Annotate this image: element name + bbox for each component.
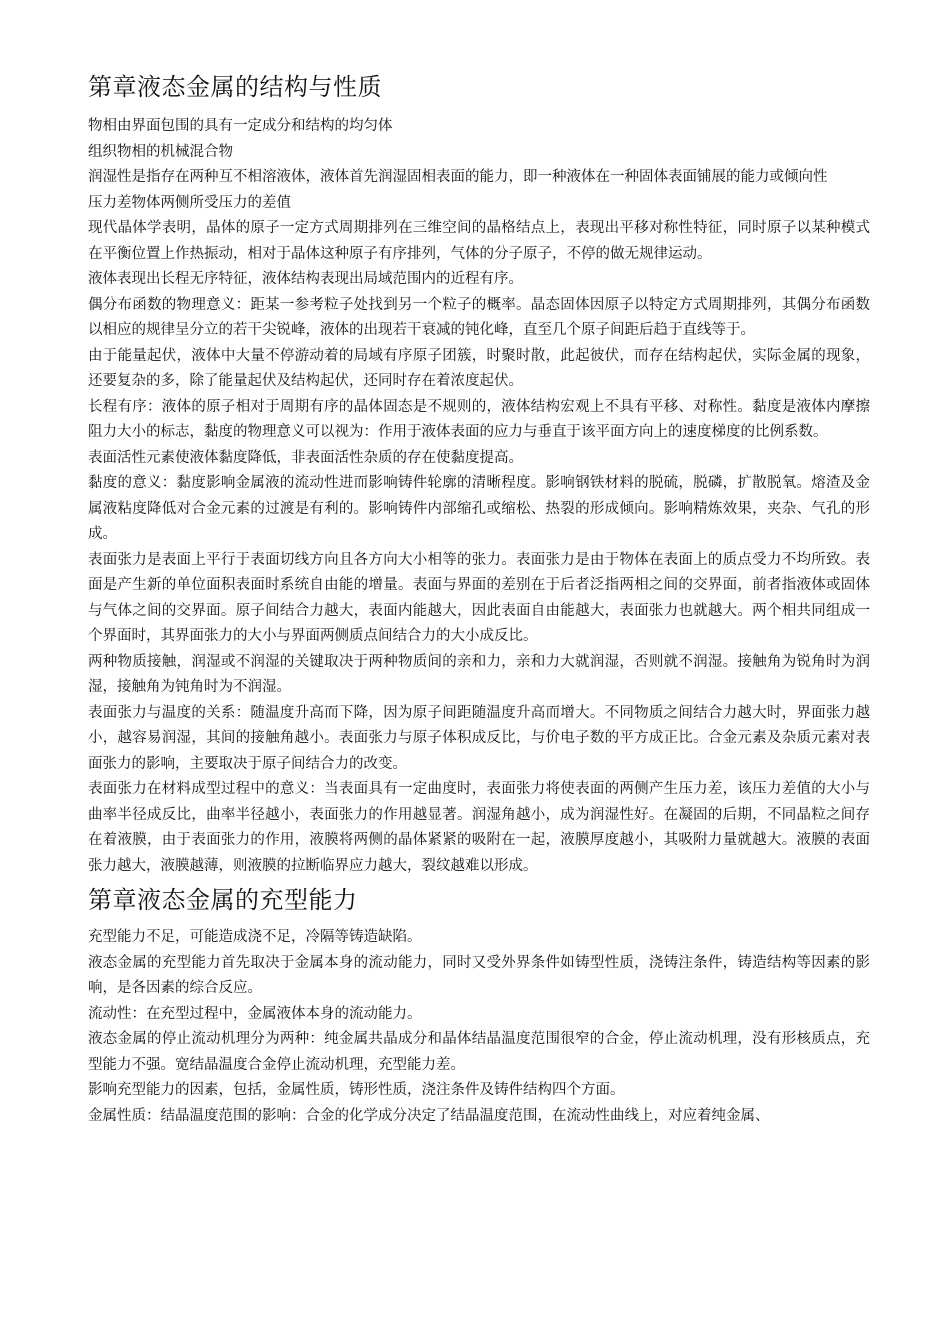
paragraph: 表面张力是表面上平行于表面切线方向且各方向大小相等的张力。表面张力是由于物体在表面上的质点受力不均所致。表面是产生新的单位面积表面时系统自由能的增量。表面与界面的差别在于后者泛指两相之间的交界面，前者指液体或固体与气体之间的交界面。原子间结合力越大，表面内能越大，因此表面自由能越大，表面张力也就越大。两个相共同组成一个界面时，其界面张力的大小与界面两侧质点间结合力的大小成反比。 bbox=[88, 551, 870, 644]
paragraph: 组织物相的机械混合物 bbox=[88, 143, 233, 160]
paragraph: 充型能力不足，可能造成浇不足，冷隔等铸造缺陷。 bbox=[88, 929, 422, 945]
paragraph: 表面活性元素使液体黏度降低，非表面活性杂质的存在使黏度提高。 bbox=[88, 449, 523, 466]
paragraph: 压力差物体两侧所受压力的差值 bbox=[88, 194, 291, 211]
paragraph: 由于能量起伏，液体中大量不停游动着的局域有序原子团簇，时聚时散，此起彼伏，而存在结构起伏，实际金属的现象，还要复杂的多，除了能量起伏及结构起伏，还同时存在着浓度起伏。 bbox=[88, 347, 870, 389]
paragraph: 金属性质：结晶温度范围的影响：合金的化学成分决定了结晶温度范围，在流动性曲线上，对应着纯金属、 bbox=[88, 1107, 770, 1124]
paragraph: 润湿性是指存在两种互不相溶液体，液体首先润湿固相表面的能力，即一种液体在一种固体表面铺展的能力或倾向性 bbox=[88, 169, 828, 185]
paragraph: 两种物质接触，润湿或不润湿的关键取决于两种物质间的亲和力，亲和力大就润湿，否则就不润湿。接触角为锐角时为润湿，接触角为钝角时为不润湿。 bbox=[88, 653, 870, 695]
paragraph: 长程有序：液体的原子相对于周期有序的晶体固态是不规则的，液体结构宏观上不具有平移、对称性。黏度是液体内摩擦阻力大小的标志，黏度的物理意义可以视为：作用于液体表面的应力与垂直于该平面方向上的速度梯度的比例系数。 bbox=[88, 398, 870, 440]
paragraph: 表面张力在材料成型过程中的意义：当表面具有一定曲度时，表面张力将使表面的两侧产生压力差，该压力差值的大小与曲率半径成反比，曲率半径越小，表面张力的作用越显著。润湿角越小，成为润湿性好。在凝固的后期，不同晶粒之间存在着液膜，由于表面张力的作用，液膜将两侧的晶体紧紧的吸附在一起，液膜厚度越小，其吸附力量就越大。液膜的表面张力越大，液膜越薄，则液膜的拉断临界应力越大，裂纹越难以形成。 bbox=[88, 781, 870, 874]
chapter-title-structure: 第章液态金属的结构与性质 bbox=[88, 73, 382, 101]
document-page bbox=[88, 70, 870, 1129]
paragraph: 黏度的意义：黏度影响金属液的流动性进而影响铸件轮廓的清晰程度。影响钢铁材料的脱硫，脱磷，扩散脱氧。熔渣及金属液粘度降低对合金元素的过渡是有利的。影响铸件内部缩孔或缩松、热裂的形成倾向。影响精炼效果，夹杂、气孔的形成。 bbox=[88, 475, 870, 542]
section-structure-body bbox=[88, 114, 870, 879]
paragraph: 液体表现出长程无序特征，液体结构表现出局域范围内的近程有序。 bbox=[88, 271, 523, 287]
paragraph: 影响充型能力的因素，包括，金属性质，铸形性质，浇注条件及铸件结构四个方面。 bbox=[88, 1082, 625, 1098]
chapter-title-filling: 第章液态金属的充型能力 bbox=[88, 886, 358, 914]
section-filling-body bbox=[88, 925, 870, 1129]
paragraph: 液态金属的停止流动机理分为两种：纯金属共晶成分和晶体结晶温度范围很窄的合金，停止流动机理，没有形核质点，充型能力不强。宽结晶温度合金停止流动机理，充型能力差。 bbox=[88, 1031, 870, 1073]
paragraph: 流动性：在充型过程中，金属液体本身的流动能力。 bbox=[88, 1005, 422, 1022]
paragraph: 表面张力与温度的关系：随温度升高而下降，因为原子间距随温度升高而增大。不同物质之间结合力越大时，界面张力越小，越容易润湿，其间的接触角越小。表面张力与原子体积成反比，与价电子数的平方成正比。合金元素及杂质元素对表面张力的影响，主要取决于原子间结合力的改变。 bbox=[88, 704, 870, 772]
paragraph: 偶分布函数的物理意义：距某一参考粒子处找到另一个粒子的概率。晶态固体因原子以特定方式周期排列，其偶分布函数以相应的规律呈分立的若干尖锐峰，液体的出现若干衰减的钝化峰，直至几个原子间距后趋于直线等于。 bbox=[88, 296, 870, 338]
paragraph: 现代晶体学表明，晶体的原子一定方式周期排列在三维空间的晶格结点上，表现出平移对称性特征，同时原子以某种模式在平衡位置上作热振动，相对于晶体这种原子有序排列，气体的分子原子，不停的做无规律运动。 bbox=[88, 220, 870, 262]
paragraph: 物相由界面包围的具有一定成分和结构的均匀体 bbox=[88, 118, 393, 134]
paragraph: 液态金属的充型能力首先取决于金属本身的流动能力，同时又受外界条件如铸型性质，浇铸注条件，铸造结构等因素的影响，是各因素的综合反应。 bbox=[88, 954, 870, 996]
